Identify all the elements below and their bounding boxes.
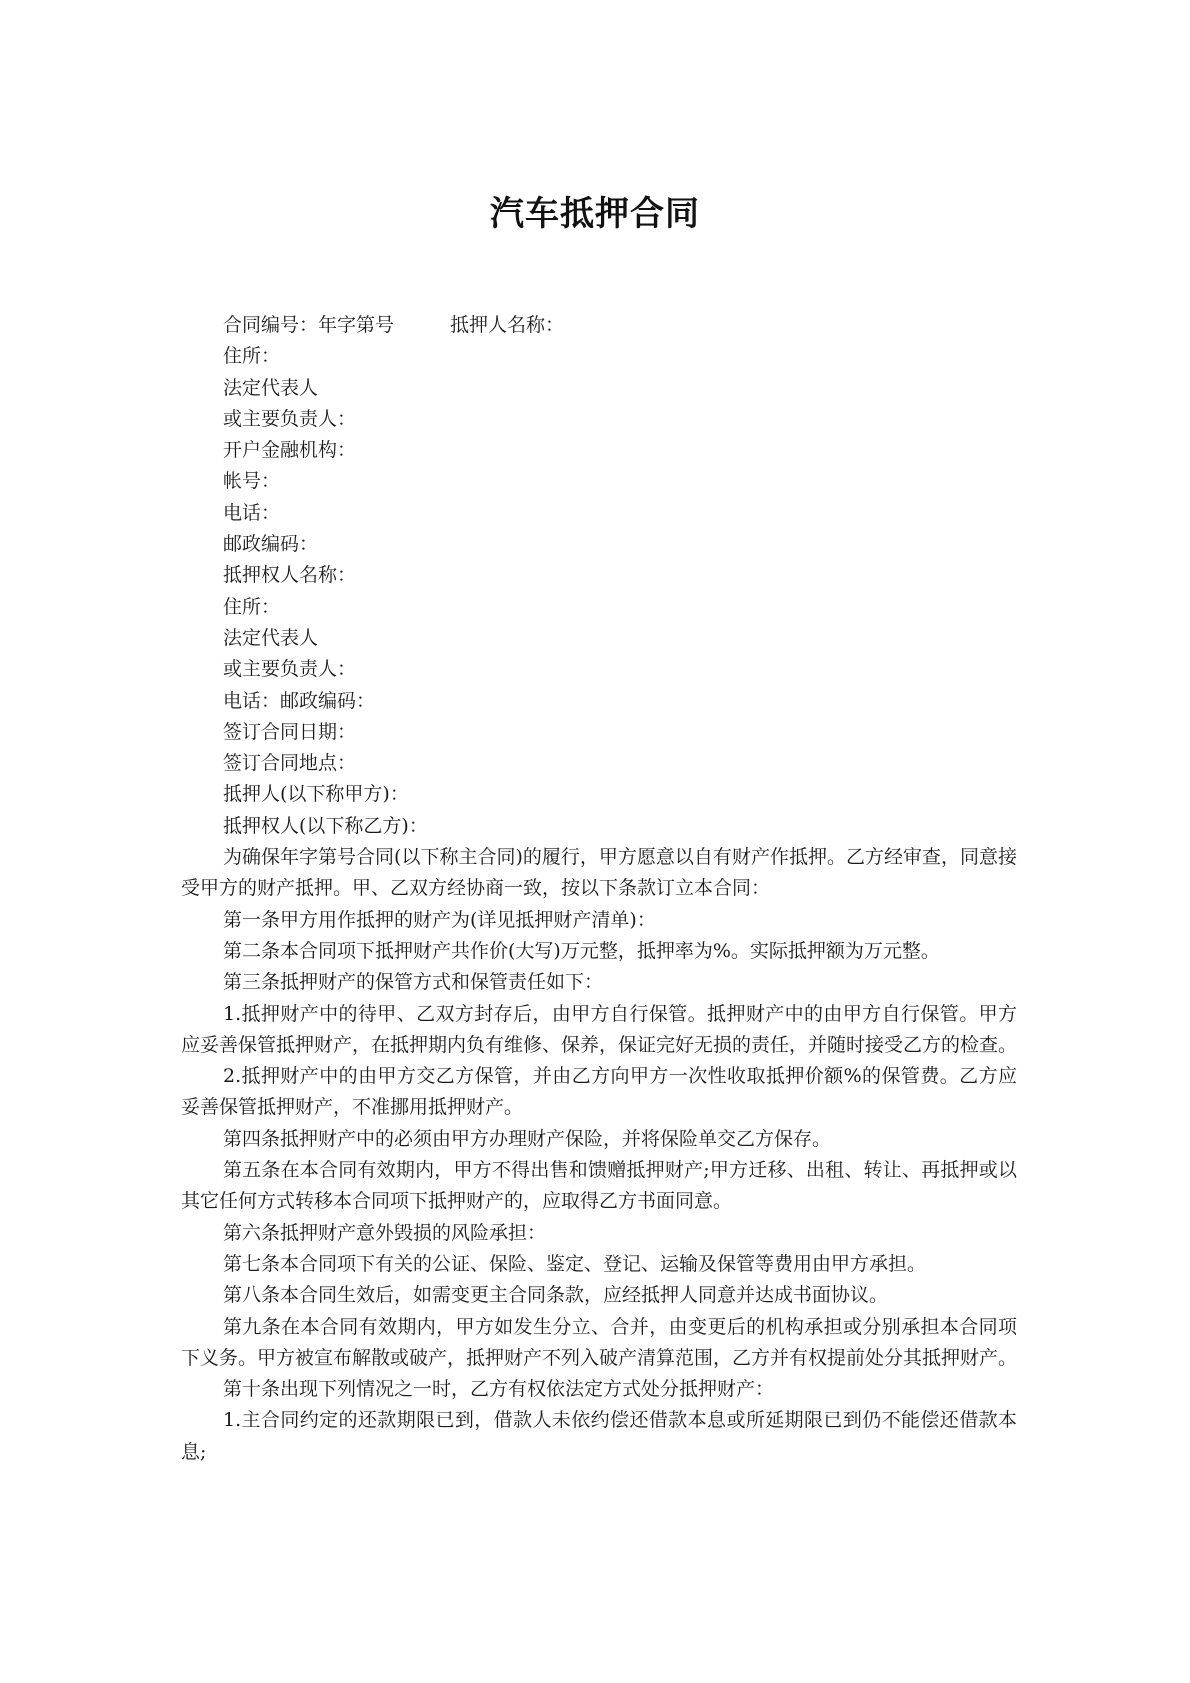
mortgagor-account-field: 帐号： [223,470,281,493]
mortgagor-principal-field: 或主要负责人： [223,407,357,430]
mortgagor-postcode-field: 邮政编码： [223,533,319,556]
mortgagee-address-field: 住所： [223,595,281,618]
mortgagor-bank-field: 开户金融机构： [223,439,357,462]
mortgagor-phone-field: 电话： [223,501,281,524]
article-8-paragraph: 第八条本合同生效后，如需变更主合同条款，应经抵押人同意并达成书面协议。 [223,1284,889,1307]
mortgagee-legal-rep-field: 法定代表人 [223,626,319,649]
mortgagee-phone-postcode-field: 电话：邮政编码： [223,689,376,712]
article-9-paragraph: 第九条在本合同有效期内，甲方如发生分立、合并，由变更后的机构承担或分别承担本合同项下义务。甲方被宣布解散或破产，抵押财产不列入破产清算范围，乙方并有权提前处分其抵押财产。 [181,1315,1018,1369]
preamble-paragraph: 为确保年字第号合同(以下称主合同)的履行，甲方愿意以自有财产作抵押。乙方经审查，同意接受甲方的财产抵押。甲、乙双方经协商一致，按以下条款订立本合同： [181,846,1017,900]
article-1-paragraph: 第一条甲方用作抵押的财产为(详见抵押财产清单)： [223,908,656,931]
contract-number-field: 合同编号：年字第号 [223,314,395,336]
article-3-item-2-paragraph: 2.抵押财产中的由甲方交乙方保管，并由乙方向甲方一次性收取抵押价额%的保管费。乙方应妥善保管抵押财产，不准挪用抵押财产。 [181,1065,1017,1119]
article-6-paragraph: 第六条抵押财产意外毁损的风险承担： [223,1221,547,1244]
mortgagor-name-field: 抵押人名称： [450,314,565,336]
article-3-item-1-paragraph: 1.抵押财产中的待甲、乙双方封存后，由甲方自行保管。抵押财产中的由甲方自行保管。甲方应妥善保管抵押财产，在抵押期内负有维修、保养，保证完好无损的责任，并随时接受乙方的检查。 [181,1002,1018,1056]
sign-place-field: 签订合同地点： [223,752,357,775]
article-7-paragraph: 第七条本合同项下有关的公证、保险、鉴定、登记、运输及保管等费用由甲方承担。 [223,1252,927,1275]
mortgagee-principal-field: 或主要负责人： [223,658,357,681]
article-3-paragraph: 第三条抵押财产的保管方式和保管责任如下： [223,971,604,994]
article-2-paragraph: 第二条本合同项下抵押财产共作价(大写)万元整，抵押率为%。实际抵押额为万元整。 [223,939,940,962]
mortgagee-name-field: 抵押权人名称： [223,564,357,587]
article-5-paragraph: 第五条在本合同有效期内，甲方不得出售和馈赠抵押财产;甲方迁移、出租、转让、再抵押或以其它任何方式转移本合同项下抵押财产的，应取得乙方书面同意。 [181,1159,1017,1213]
contract-number-line [181,310,1017,341]
article-4-paragraph: 第四条抵押财产中的必须由甲方办理财产保险，并将保险单交乙方保存。 [223,1127,832,1150]
mortgagor-legal-rep-field: 法定代表人 [223,376,319,399]
party-b-field: 抵押权人(以下称乙方)： [223,814,428,837]
document-title: 汽车抵押合同 [490,194,700,234]
party-a-field: 抵押人(以下称甲方)： [223,783,409,806]
document-body [181,310,1017,1468]
mortgagor-address-field: 住所： [223,345,281,368]
sign-date-field: 签订合同日期： [223,720,357,743]
article-10-item-1-paragraph: 1.主合同约定的还款期限已到，借款人未依约偿还借款本息或所延期限已到仍不能偿还借款本息; [181,1409,1017,1463]
article-10-paragraph: 第十条出现下列情况之一时，乙方有权依法定方式处分抵押财产： [223,1378,775,1401]
